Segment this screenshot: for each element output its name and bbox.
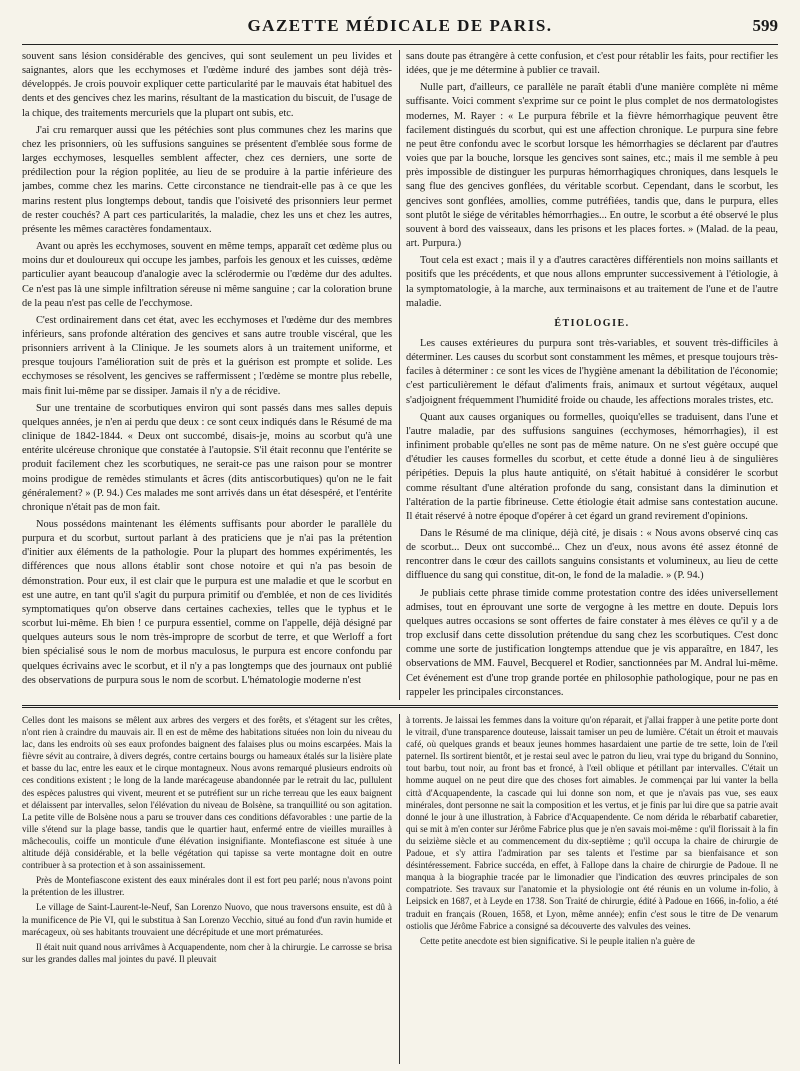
page-number: 599 (752, 16, 778, 35)
paragraph: à torrents. Je laissai les femmes dans la voiture qu'on réparait, et j'allai frapper à une petite porte dont le vitrail, d'une transparence douteuse, laissait tamiser un peu de lumière. C'était un étroit et mauvais café, où quelques grands et beaux jeunes hommes hasardaient une partie de tre sette, loin de l'œil paternel. Ils sortirent bientôt, et je restai seul avec le patron du lieu, vrai type du brigand du Sonnino, tout barbu, tout noir, au front bas et froncé, à l'œil oblique et pétillant par intervalles. C'était un homme auquel on ne peut dire que des choses fort aimables. Je commençai par lui vanter la bella città d'Acquapendente, la cascade qui lui donne son nom, et que je n'avais pas vue, ses eaux minérales, dont personne ne sait la composition et les vertus, et je finis par lui dire que sa patrie avait donné le jour à une illustration, à Fabrice d'Acquapendente. Ce nom dérida le rébarbatif cabaretier, qui se mit à m'en conter sur Jérôme Fabrice plus que je n'en savais moi-même : qu'il florissait à la fin du seizième siècle et au commencement du dix-septième ; qu'il occupa la chaire de chirurgie de Padoue, et s'y attira l'admiration par ses talents et l'estime par sa bienfaisance et son désintéressement. Fabrice succéda, en effet, à Fallope dans la chaire de chirurgie de Padoue. Il ne manqua à la biographie tracée par le limonadier que l'indication des œuvres principales de son compatriote. Ses travaux sur l'anatomie et la physiologie ont été réunis en un volume in-folio, à Leipsick en 1687, et à Leyde en 1738. Son Traité de chirurgie, édité à Padoue en 1666, in-folio, a été traduit en français (Rouen, 1658, et Lyon, même année); enfin c'est sous le titre de De venarum ostiolis que Jérôme Fabrice a consigné sa découverte des valvules des veines. (406, 715, 778, 931)
column-top-left (22, 50, 392, 700)
paragraph: Le village de Saint-Laurent-le-Neuf, San Lorenzo Nuovo, que nous traversons ensuite, est dû à la munificence de Pie VI, qui le substitua à San Lorenzo Vecchio, situé au fond d'un ravin humide et marécageux, où ses habitants trouvaient une décrépitude et une mort prématurées. (22, 902, 392, 937)
running-title: GAZETTE MÉDICALE DE PARIS. (247, 16, 553, 35)
paragraph: Nous possédons maintenant les éléments suffisants pour aborder le parallèle du purpura et du scorbut, surtout parlant à des praticiens que je n'ai pas la prétention d'initier aux éléments de la pathologie. Pour la plupart des hommes expérimentés, les différences que nous allons établir sont chose notoire et qui n'a pas besoin de démonstration. Pour eux, il est clair que le purpura est une maladie et que le scorbut en est une autre, en tant qu'il s'agit du purpura primitif ou d'emblée, et non de ces lividités symptomatiques qu'on observe dans certaines cachexies, telles que le typhus et le scorbut lui-même. Eh bien ! ce purpura essentiel, comme on l'appelle, déjà désigné par quelques auteurs sous le nom très-impropre de scorbut de terre, et que Werloff a fort bien spécialisé sous le nom de morbus maculosus, le purpura est encore confondu par quelques écrivains avec le scorbut, et il n'y a pas longtemps que des journaux ont publié des observations de purpura sous le nom de scorbut. L'hématologie moderne n'est (22, 519, 392, 686)
paragraph: Celles dont les maisons se mêlent aux arbres des vergers et des forêts, et s'étagent sur les crêtes, n'ont rien à craindre du mauvais air. Il en est de même des habitations situées non loin du niveau du lac, dans les endroits où ses eaux profondes baignent des falaises plus ou moins escarpées. Mais la fièvre sévit au contraire, à divers degrés, contre certains bourgs ou hameaux étalés sur la lisière plate et basse du lac, entre les eaux et le cirque montagneux. Nous avons remarqué plusieurs endroits où ces conditions existent ; le long de la lande marécageuse abandonnée par le retrait du lac, pullulent des espèces palustres qui vivent, meurent et se putréfient sur un riche terreau que les eaux baignent et délaissent par intervalles, selon l'élévation du niveau de Bolsène, sa tranquillité ou son agitation. La petite ville de Bolsène nous a paru se trouver dans ces conditions défavorables : une partie de la ville s'étend sur la plage basse, tandis que le quartier haut, enfermé entre de vieilles murailles à mâchecoulis, coiffe un monticule d'une élévation insignifiante. Montefiascone est située à une altitude déjà considérable, et la belle végétation qui tapisse sa verte montagne doit en outre contribuer à sa protection et à son assainissement. (22, 715, 392, 871)
paragraph: Je publiais cette phrase timide comme protestation contre des idées universellement admises, tout en éprouvant une sorte de vergogne à les mettre en doute. Depuis lors quelques autres occasions se sont offertes de faire constater à mes élèves ce qu'il y a de trop exclusif dans cette dissolution prétendue du sang chez les scorbutiques. C'est donc comme une sorte de justification longtemps attendue que je vis apparaître, en 1847, les observations de MM. Fauvel, Becquerel et Rodier, sanctionnées par M. Andral lui-même. Cet événement est d'une trop grande portée en philosophie pathologique, pour ne pas en rappeler les principales circonstances. (406, 587, 778, 698)
paragraph: Les causes extérieures du purpura sont très-variables, et souvent très-difficiles à déterminer. Les causes du scorbut sont constamment les mêmes, et presque toujours très-faciles à déterminer : ce sont les vices de l'hygiène amenant la débilitation de l'économie; c'est particulièrement le défaut d'aliments frais, animaux et surtout végétaux, auquel s'adjoignent fréquemment l'humidité froide ou chaude, les affections morales tristes, etc. (406, 337, 778, 406)
paragraph: Sur une trentaine de scorbutiques environ qui sont passés dans mes salles depuis quelques années, je n'en ai perdu que deux : ce sont ceux indiqués dans le Résumé de ma clinique de 1842-1844. « Deux ont succombé, disais-je, moins au scorbut qu'à une entérite ulcéreuse chronique que constatée à l'autopsie. S'il était reconnu que l'entérite se produit facilement chez les scorbutiques, ne serait-ce pas une raison pour se montrer moins prodigue de remèdes stimulants et âcres (dits antiscorbutiques) qu'on ne le fait généralement? » (P. 94.) Ces malades me sont arrivés dans un état désespéré, et l'entérite chronique n'était pas de mon fait. (22, 402, 392, 513)
paragraph: Près de Montefiascone existent des eaux minérales dont il est fort peu parlé; nous n'avons point la prétention de les illustrer. (22, 875, 392, 898)
section-heading-etiology: ÉTIOLOGIE. (554, 317, 630, 329)
column-bottom-right (406, 714, 778, 1064)
paragraph: C'est ordinairement dans cet état, avec les ecchymoses et l'œdème dur des membres inférieurs, sans profonde altération des gencives et sans autre trouble viscéral, que les prisonniers arrivent à la Clinique. Je les soumets alors à un traitement uniforme, et presque toujours l'amélioration suit de près et la guérison est prompte et solide. Les ecchymoses se résolvent, les gencives se raffermissent ; l'œdème se montre plus rebelle, mais finit lui-même par se dissiper. Jamais il n'y a de récidive. (22, 314, 392, 397)
column-divider (399, 714, 400, 1064)
paragraph: souvent sans lésion considérable des gencives, qui sont seulement un peu livides et saignantes, alors que les ecchymoses et l'œdème induré des jambes sont déjà très-développés. Je crois pouvoir expliquer cette particularité par le mauvais état habituel des dents et des gencives chez les marins, résultant de la mastication du biscuit, de l'usage de la chique, des traitements mercuriels que la plupart ont subis, etc. (22, 51, 392, 119)
paragraph: sans doute pas étrangère à cette confusion, et c'est pour rétablir les faits, pour rectifier les idées, que je me détermine à publier ce travail. (406, 51, 778, 77)
paragraph: Quant aux causes organiques ou formelles, quoiqu'elles se traduisent, dans l'une et l'autre maladie, par des suffusions sanguines (ecchymoses, hémorrhagies), il est infiniment probable qu'elles ne sont pas de même nature. On ne s'est guère occupé que d'étudier les causes formelles du scorbut, et cette étude a donné lieu à de singulières péripéties. Depuis la plus haute antiquité, on s'était habitué à considérer le scorbut comme résultant d'une altération profonde du sang, consistant dans la diminution et l'altération de la partie fibrineuse. Cette étiologie était admise sans contestation aucune. Il était réservé à notre époque d'opérer à cet égard un grand revirement d'opinions. (406, 411, 778, 522)
paragraph: Il était nuit quand nous arrivâmes à Acquapendente, nom cher à la chirurgie. Le carrosse se brisa sur les grandes dalles mal jointes du pavé. Il pleuvait (22, 941, 392, 964)
paragraph: Tout cela est exact ; mais il y a d'autres caractères différentiels non moins saillants et positifs que les précédents, et que nous allons emprunter successivement à l'étiologie, à la symptomatologie, à la marche, aux terminaisons et au traitement de l'une et de l'autre maladie. (406, 255, 778, 309)
column-divider (399, 50, 400, 700)
page-header (22, 14, 778, 45)
column-bottom-left (22, 714, 392, 1064)
paragraph: J'ai cru remarquer aussi que les pétéchies sont plus communes chez les marins que chez les prisonniers, où les suffusions sanguines se présentent d'emblée sous forme de larges ecchymoses, lesquelles semblent affecter, chez ces derniers, une sorte de prédilection pour la région poplitée, au lieu de se produire à la partie inférieure des jambes, comme chez les marins. Cette circonstance ne tiendrait-elle pas à ce que les marins restent plus longtemps debout, tandis que l'oisiveté des prisonniers leur permet de rester couchés? A part ces particularités, la maladie, chez les uns et chez les autres, présente les mêmes caractères fondamentaux. (22, 124, 392, 235)
paragraph: Dans le Résumé de ma clinique, déjà cité, je disais : « Nous avons observé cinq cas de scorbut... Deux ont succombé... Chez un d'eux, nous avons été assez étonné de rencontrer dans le cœur des caillots sanguins consistants et volumineux, au lieu de cette diffluence du sang qui constitue, dit-on, le fond de la maladie. » (P. 94.) (406, 528, 778, 582)
feuilleton-rule (22, 705, 778, 708)
paragraph: Avant ou après les ecchymoses, souvent en même temps, apparaît cet œdème plus ou moins dur et douloureux qui occupe les jambes, parfois les genoux et les cuisses, œdème particulier ayant beaucoup d'analogie avec la sclérodermie ou l'œdème dur des adultes. Ce n'est pas là une simple infiltration séreuse ni même sanguine ; car la coloration brune de la peau n'est pas celle de l'ecchymose. (22, 241, 392, 309)
paragraph: Nulle part, d'ailleurs, ce parallèle ne paraît établi d'une manière complète ni même suffisante. Voici comment s'exprime sur ce point le plus complet de nos dermatologistes modernes, M. Rayer : « Le purpura fébrile et la fièvre hémorrhagique peuvent être facilement distingués du scorbut, qui est une affection chronique. Le purpura sine febre ne peut être confondu avec le scorbut lorsque les hémorrhagies se déclarent par d'autres voies que par la bouche, lorsque les gencives sont saines, etc.; mais il me semble à peu près impossible de distinguer les purpuras hémorrhagiques chroniques, dans lesquels le sang flue des gencives gonflées, du véritable scorbut. Cependant, dans le scorbut, les gencives sont gonflées, amollies, comme putréfiées, tandis que, dans le purpura, elles sont plutôt le siége de véritables hémorrhagies... En outre, le scorbut a été observé le plus souvent à bord des vaisseaux, dans les prisons et les places fortes. » (Malad. de la peau, art. Purpura.) (406, 82, 778, 250)
paragraph: Cette petite anecdote est bien significative. Si le peuple italien n'a guère de (420, 935, 695, 946)
column-top-right (406, 50, 778, 700)
